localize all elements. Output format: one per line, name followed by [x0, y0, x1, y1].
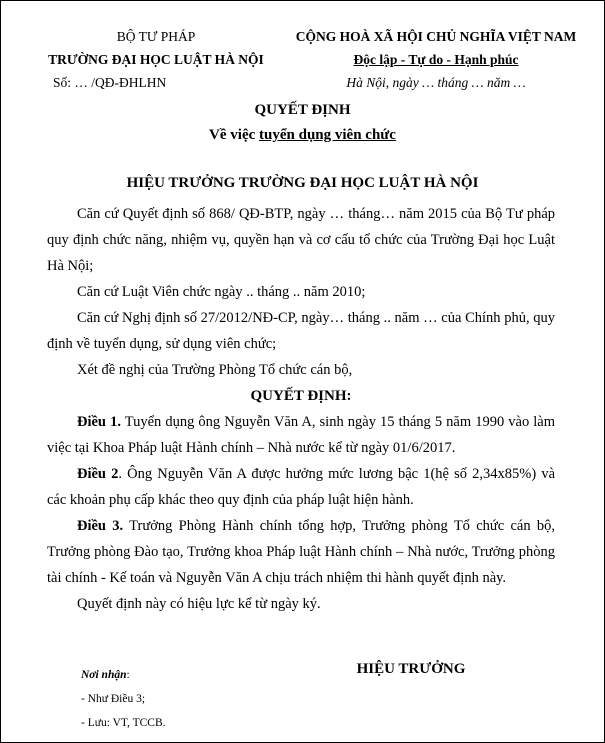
place-date: Hà Nội, ngày … tháng … năm … — [346, 75, 526, 90]
article-label: Điều 3. — [77, 518, 124, 534]
recipients-label: Nơi nhận — [81, 669, 127, 681]
article-3 — [47, 513, 555, 591]
basis-paragraph: Căn cứ Luật Viên chức ngày .. tháng .. năm 2010; — [77, 284, 366, 300]
national-header — [271, 25, 601, 94]
recipients-block — [81, 663, 281, 735]
basis-paragraph: Căn cứ Quyết định số 868/ QĐ-BTP, ngày … tháng… năm 2015 của Bộ Tư pháp quy định chức năng, nhiệm vụ, quyền hạn và cơ cấu tổ chức của Trường Đại học Luật Hà Nội; — [47, 206, 555, 274]
issuer-header — [41, 25, 271, 94]
national-motto: Độc lập - Tự do - Hạnh phúc — [353, 52, 519, 67]
document-type: QUYẾT ĐỊNH — [254, 102, 351, 118]
effect-clause: Quyết định này có hiệu lực kể từ ngày ký. — [77, 596, 321, 612]
basis-paragraph: Xét đề nghị của Trường Phòng Tổ chức cán bộ, — [77, 362, 353, 378]
signer-title: HIỆU TRƯỞNG — [356, 661, 466, 677]
country-name: CỘNG HOÀ XÃ HỘI CHỦ NGHĨA VIỆT NAM — [295, 29, 577, 44]
document-body — [47, 201, 555, 617]
article-label: Điều 1. — [77, 414, 121, 430]
document-title — [1, 98, 604, 148]
document-subject — [1, 123, 604, 148]
recipient-item: - Lưu: VT, TCCB. — [81, 717, 166, 729]
ministry-name: BỘ TƯ PHÁP — [116, 29, 196, 44]
recipients-heading — [81, 663, 281, 687]
article-text: . Ông Nguyễn Văn A được hưởng mức lương bậc 1(hệ số 2,34x85%) và các khoản phụ cấp khác theo quy định của pháp luật hiện hành. — [47, 466, 556, 508]
subject-prefix: Về việc — [209, 127, 260, 143]
school-name: TRƯỜNG ĐẠI HỌC LUẬT HÀ NỘI — [48, 52, 264, 67]
recipient-item: - Như Điều 3; — [81, 693, 146, 705]
article-label: Điều 2 — [77, 466, 119, 482]
article-text: Tuyển dụng ông Nguyễn Văn A, sinh ngày 15 tháng 5 năm 1990 vào làm việc tại Khoa Pháp luật Hành chính – Nhà nước kể từ ngày 01/6/2017. — [47, 414, 556, 456]
basis-paragraph: Căn cứ Nghị định số 27/2012/NĐ-CP, ngày… tháng .. năm … của Chính phủ, quy định về tuyển dụng, sử dụng viên chức; — [47, 310, 555, 352]
subject-main: tuyển dụng viên chức — [259, 127, 396, 143]
document-number: Số: … /QĐ-ĐHLHN — [53, 75, 167, 90]
article-1 — [47, 409, 555, 461]
decision-heading: QUYẾT ĐỊNH: — [250, 388, 352, 404]
issuing-authority: HIỆU TRƯỞNG TRƯỜNG ĐẠI HỌC LUẬT HÀ NỘI — [126, 175, 479, 191]
recipients-colon: : — [126, 669, 130, 681]
article-2 — [47, 461, 555, 513]
article-text: Trưởng Phòng Hành chính tổng hợp, Trưởng phòng Tổ chức cán bộ, Trưởng phòng Đào tạo, Trưởng khoa Pháp luật Hành chính – Nhà nước, Trưởng phòng tài chính - Kế toán và Nguyễn Văn A chịu trách nhiệm thi hành quyết định này. — [47, 518, 555, 586]
